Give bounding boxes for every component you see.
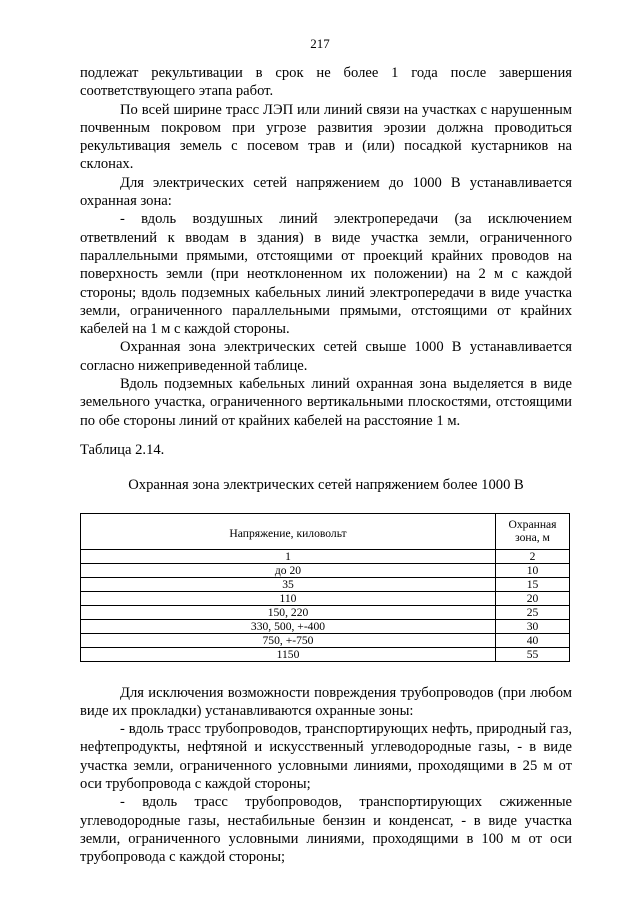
paragraph: подлежат рекультивации в срок не более 1 года после завершения соответствующего этапа работ. xyxy=(80,65,572,100)
cell-voltage: до 20 xyxy=(81,563,496,577)
page-content xyxy=(80,64,572,867)
table-row xyxy=(81,563,570,577)
table-row xyxy=(81,577,570,591)
paragraphs-bottom xyxy=(80,684,572,867)
table-row xyxy=(81,591,570,605)
numbering-zone: 2 xyxy=(496,549,570,563)
header-voltage: Напряжение, киловольт xyxy=(81,513,496,549)
table-row xyxy=(81,633,570,647)
paragraph: Охранная зона электрических сетей свыше 1000 В устанавливается согласно нижеприведенной таблице. xyxy=(80,339,572,374)
header-zone: Охранная зона, м xyxy=(496,513,570,549)
cell-voltage: 110 xyxy=(81,591,496,605)
cell-zone: 30 xyxy=(496,619,570,633)
paragraph: - вдоль трасс трубопроводов, транспортирующих сжиженные углеводородные газы, нестабильные бензин и конденсат, - в виде участка земли, ограниченного условными линиями, проходящими в 100 м от оси трубопровода с каждой стороны; xyxy=(80,794,572,866)
paragraph: Вдоль подземных кабельных линий охранная зона выделяется в виде земельного участка, ограниченного вертикальными плоскостями, отстоящими по обе стороны линий от крайних кабелей на расстояние 1 м. xyxy=(80,376,572,429)
table-header-row xyxy=(81,513,570,549)
table-title: Охранная зона электрических сетей напряжением более 1000 В xyxy=(128,477,524,494)
cell-zone: 55 xyxy=(496,647,570,661)
cell-voltage: 750, +-750 xyxy=(81,633,496,647)
cell-zone: 10 xyxy=(496,563,570,577)
paragraphs-top xyxy=(80,64,572,430)
paragraph: - вдоль воздушных линий электропередачи (за исключением ответвлений к вводам в здания) в виде участка земли, ограниченного параллельными прямыми, отстоящими от проекций крайних проводов на поверхность земли (при неотклоненном их положении) на 2 м с каждой стороны; вдоль подземных кабельных линий электропередачи в виде участка земли, ограниченного параллельными прямыми, отстоящими от крайних кабелей на 1 м с каждой стороны. xyxy=(80,211,572,338)
cell-zone: 40 xyxy=(496,633,570,647)
paragraph: Для исключения возможности повреждения трубопроводов (при любом виде их прокладки) устанавливаются охранные зоны: xyxy=(80,684,572,719)
cell-voltage: 1150 xyxy=(81,647,496,661)
paragraph: - вдоль трасс трубопроводов, транспортирующих нефть, природный газ, нефтепродукты, нефтяной и искусственный углеводородные газы, - в виде участка земли, ограниченного условными линиями, проходящими в 25 м от оси трубопровода с каждой стороны; xyxy=(80,721,572,793)
cell-voltage: 150, 220 xyxy=(81,605,496,619)
cell-voltage: 330, 500, +-400 xyxy=(81,619,496,633)
table-row xyxy=(81,605,570,619)
cell-zone: 25 xyxy=(496,605,570,619)
paragraph: По всей ширине трасс ЛЭП или линий связи на участках с нарушенным почвенным покровом при угрозе развития эрозии должна проводиться рекультивация земель с посевом трав и (или) посадкой кустарников на склонах. xyxy=(80,101,572,173)
numbering-voltage: 1 xyxy=(81,549,496,563)
table-row xyxy=(81,619,570,633)
table-label: Таблица 2.14. xyxy=(80,441,165,458)
table-numbering-row xyxy=(81,549,570,563)
cell-voltage: 35 xyxy=(81,577,496,591)
protection-zone-table xyxy=(80,513,570,662)
table-row xyxy=(81,647,570,661)
page-number: 217 xyxy=(310,36,330,51)
cell-zone: 15 xyxy=(496,577,570,591)
cell-zone: 20 xyxy=(496,591,570,605)
paragraph: Для электрических сетей напряжением до 1000 В устанавливается охранная зона: xyxy=(80,174,572,210)
